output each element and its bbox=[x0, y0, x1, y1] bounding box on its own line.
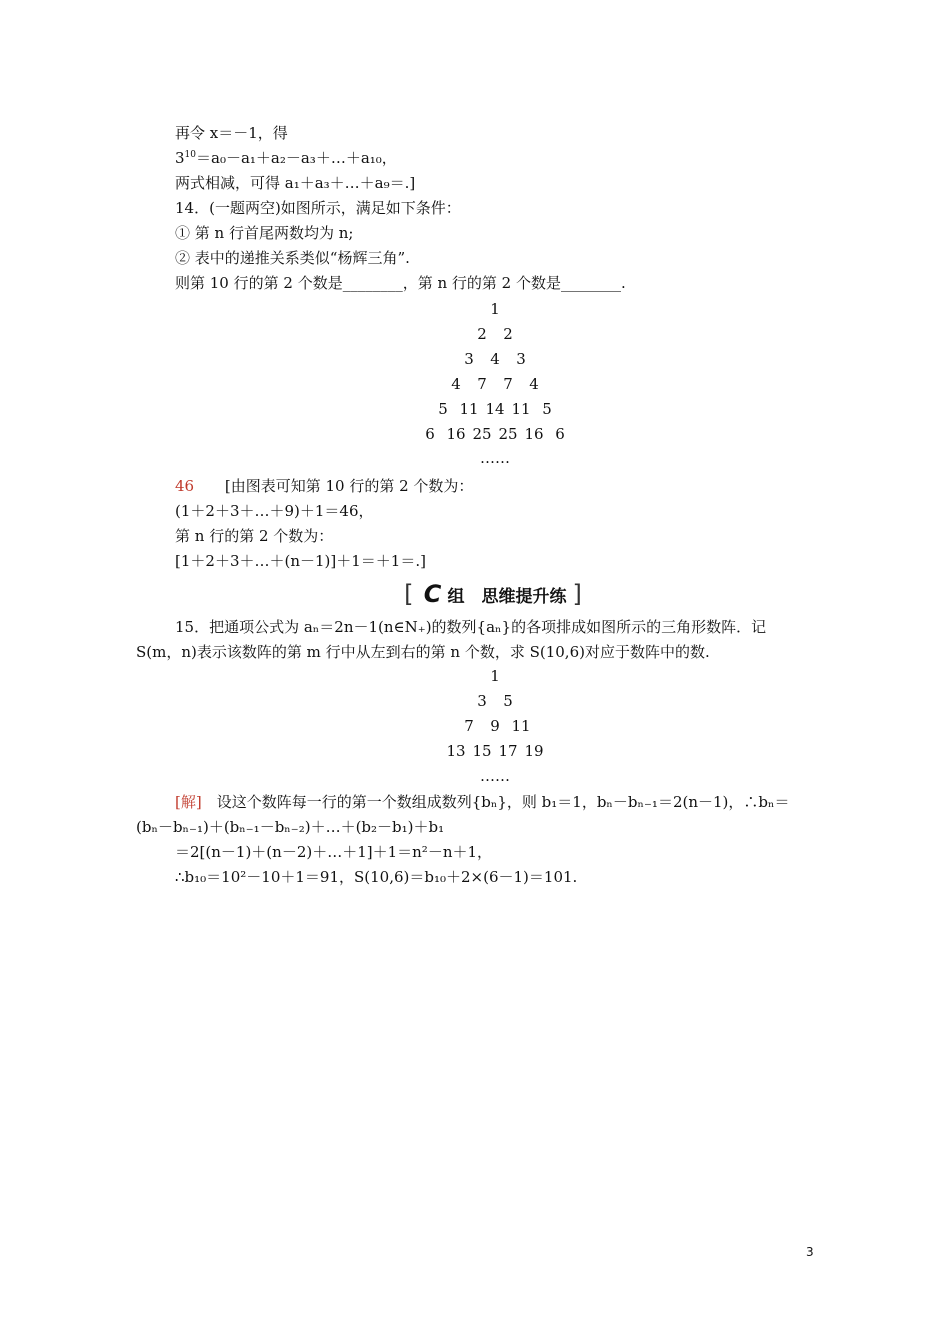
triangle-number: 5 bbox=[503, 692, 513, 710]
triangle-number: 13 bbox=[446, 742, 466, 760]
triangle-number: 11 bbox=[511, 717, 531, 735]
triangle-number: 14 bbox=[485, 400, 505, 418]
problem-14-question: 则第 10 行的第 2 个数是________，第 n 行的第 2 个数是________. bbox=[175, 274, 626, 292]
triangle-row bbox=[0, 424, 950, 444]
triangle-number: 1 bbox=[490, 667, 500, 685]
solution-15-line-2: (bₙ－bₙ₋₁)＋(bₙ₋₁－bₙ₋₂)＋…＋(b₂－b₁)＋b₁ bbox=[136, 818, 445, 836]
triangle-1-ellipsis: …… bbox=[480, 449, 510, 467]
solution-15-line-1 bbox=[175, 792, 789, 812]
condition-1: ① 第 n 行首尾两数均为 n; bbox=[175, 224, 354, 242]
triangle-row bbox=[0, 299, 950, 319]
section-header-c bbox=[388, 580, 598, 608]
triangle-number: 5 bbox=[542, 400, 552, 418]
answer-14-line-4: [1＋2＋3＋…＋(n－1)]＋1＝＋1＝.] bbox=[175, 552, 426, 570]
answer-14-value: 46 bbox=[175, 477, 195, 495]
triangle-number: 3 bbox=[516, 350, 526, 368]
triangle-row bbox=[0, 691, 950, 711]
triangle-number: 7 bbox=[503, 375, 513, 393]
problem-15-line-2: S(m，n)表示该数阵的第 m 行中从左到右的第 n 个数，求 S(10,6)对应于数阵中的数. bbox=[136, 643, 710, 661]
problem-15-line-1: 15．把通项公式为 aₙ＝2n－1(n∈N₊)的数列{aₙ}的各项排成如图所示的三角形数阵．记 bbox=[175, 618, 767, 636]
answer-14-text: [由图表可知第 10 行的第 2 个数为： bbox=[224, 477, 474, 495]
answer-14-line-2: (1＋2＋3＋…＋9)＋1＝46， bbox=[175, 502, 374, 520]
triangle-number: 4 bbox=[490, 350, 500, 368]
triangle-number: 17 bbox=[498, 742, 518, 760]
triangle-number: 1 bbox=[490, 300, 500, 318]
triangle-number: 25 bbox=[472, 425, 492, 443]
triangle-number: 2 bbox=[477, 325, 487, 343]
section-open-bracket: [ bbox=[404, 580, 414, 608]
triangle-row bbox=[0, 349, 950, 369]
solution-tag: [解] bbox=[175, 793, 202, 811]
triangle-number: 16 bbox=[524, 425, 544, 443]
solution-15-line-3: ＝2[(n－1)＋(n－2)＋…＋1]＋1＝n²－n＋1， bbox=[175, 843, 493, 861]
solution-15-text: 设这个数阵每一行的第一个数组成数列{bₙ}，则 b₁＝1，bₙ－bₙ₋₁＝2(n－1)，∴bₙ＝ bbox=[201, 793, 790, 811]
triangle-row bbox=[0, 324, 950, 344]
section-letter: C bbox=[423, 580, 442, 608]
line-2-base: 3 bbox=[175, 149, 185, 167]
triangle-number: 15 bbox=[472, 742, 492, 760]
triangle-number: 6 bbox=[555, 425, 565, 443]
section-close-bracket: ] bbox=[572, 580, 582, 608]
line-1: 再令 x＝－1，得 bbox=[175, 124, 288, 142]
triangle-row bbox=[0, 741, 950, 761]
triangle-number: 2 bbox=[503, 325, 513, 343]
solution-15-line-4: ∴b₁₀＝10²－10＋1＝91，S(10,6)＝b₁₀＋2×(6－1)＝101. bbox=[175, 868, 578, 886]
triangle-2-ellipsis: …… bbox=[480, 767, 510, 785]
triangle-row bbox=[0, 399, 950, 419]
triangle-number: 4 bbox=[451, 375, 461, 393]
triangle-row bbox=[0, 374, 950, 394]
triangle-number: 11 bbox=[511, 400, 531, 418]
line-3: 两式相减，可得 a₁＋a₃＋…＋a₉＝.] bbox=[175, 174, 416, 192]
line-2 bbox=[175, 148, 397, 168]
triangle-number: 3 bbox=[464, 350, 474, 368]
triangle-number: 5 bbox=[438, 400, 448, 418]
answer-14-line-3: 第 n 行的第 2 个数为： bbox=[175, 527, 334, 545]
condition-2: ② 表中的递推关系类似“杨辉三角”. bbox=[175, 249, 410, 267]
triangle-number: 7 bbox=[464, 717, 474, 735]
triangle-number: 11 bbox=[459, 400, 479, 418]
triangle-number: 6 bbox=[425, 425, 435, 443]
line-2-exponent: 10 bbox=[184, 150, 196, 160]
triangle-row bbox=[0, 666, 950, 686]
triangle-number: 7 bbox=[477, 375, 487, 393]
triangle-number: 16 bbox=[446, 425, 466, 443]
section-title: 组 思维提升练 bbox=[447, 586, 567, 607]
triangle-number: 19 bbox=[524, 742, 544, 760]
triangle-row bbox=[0, 716, 950, 736]
page-number: 3 bbox=[806, 1245, 814, 1259]
problem-14-title: 14．(一题两空)如图所示，满足如下条件： bbox=[175, 199, 461, 217]
line-2-rest: ＝a₀－a₁＋a₂－a₃＋…＋a₁₀， bbox=[196, 149, 397, 167]
triangle-number: 25 bbox=[498, 425, 518, 443]
answer-14-line-1 bbox=[175, 476, 473, 496]
triangle-number: 4 bbox=[529, 375, 539, 393]
triangle-number: 3 bbox=[477, 692, 487, 710]
triangle-number: 9 bbox=[490, 717, 500, 735]
